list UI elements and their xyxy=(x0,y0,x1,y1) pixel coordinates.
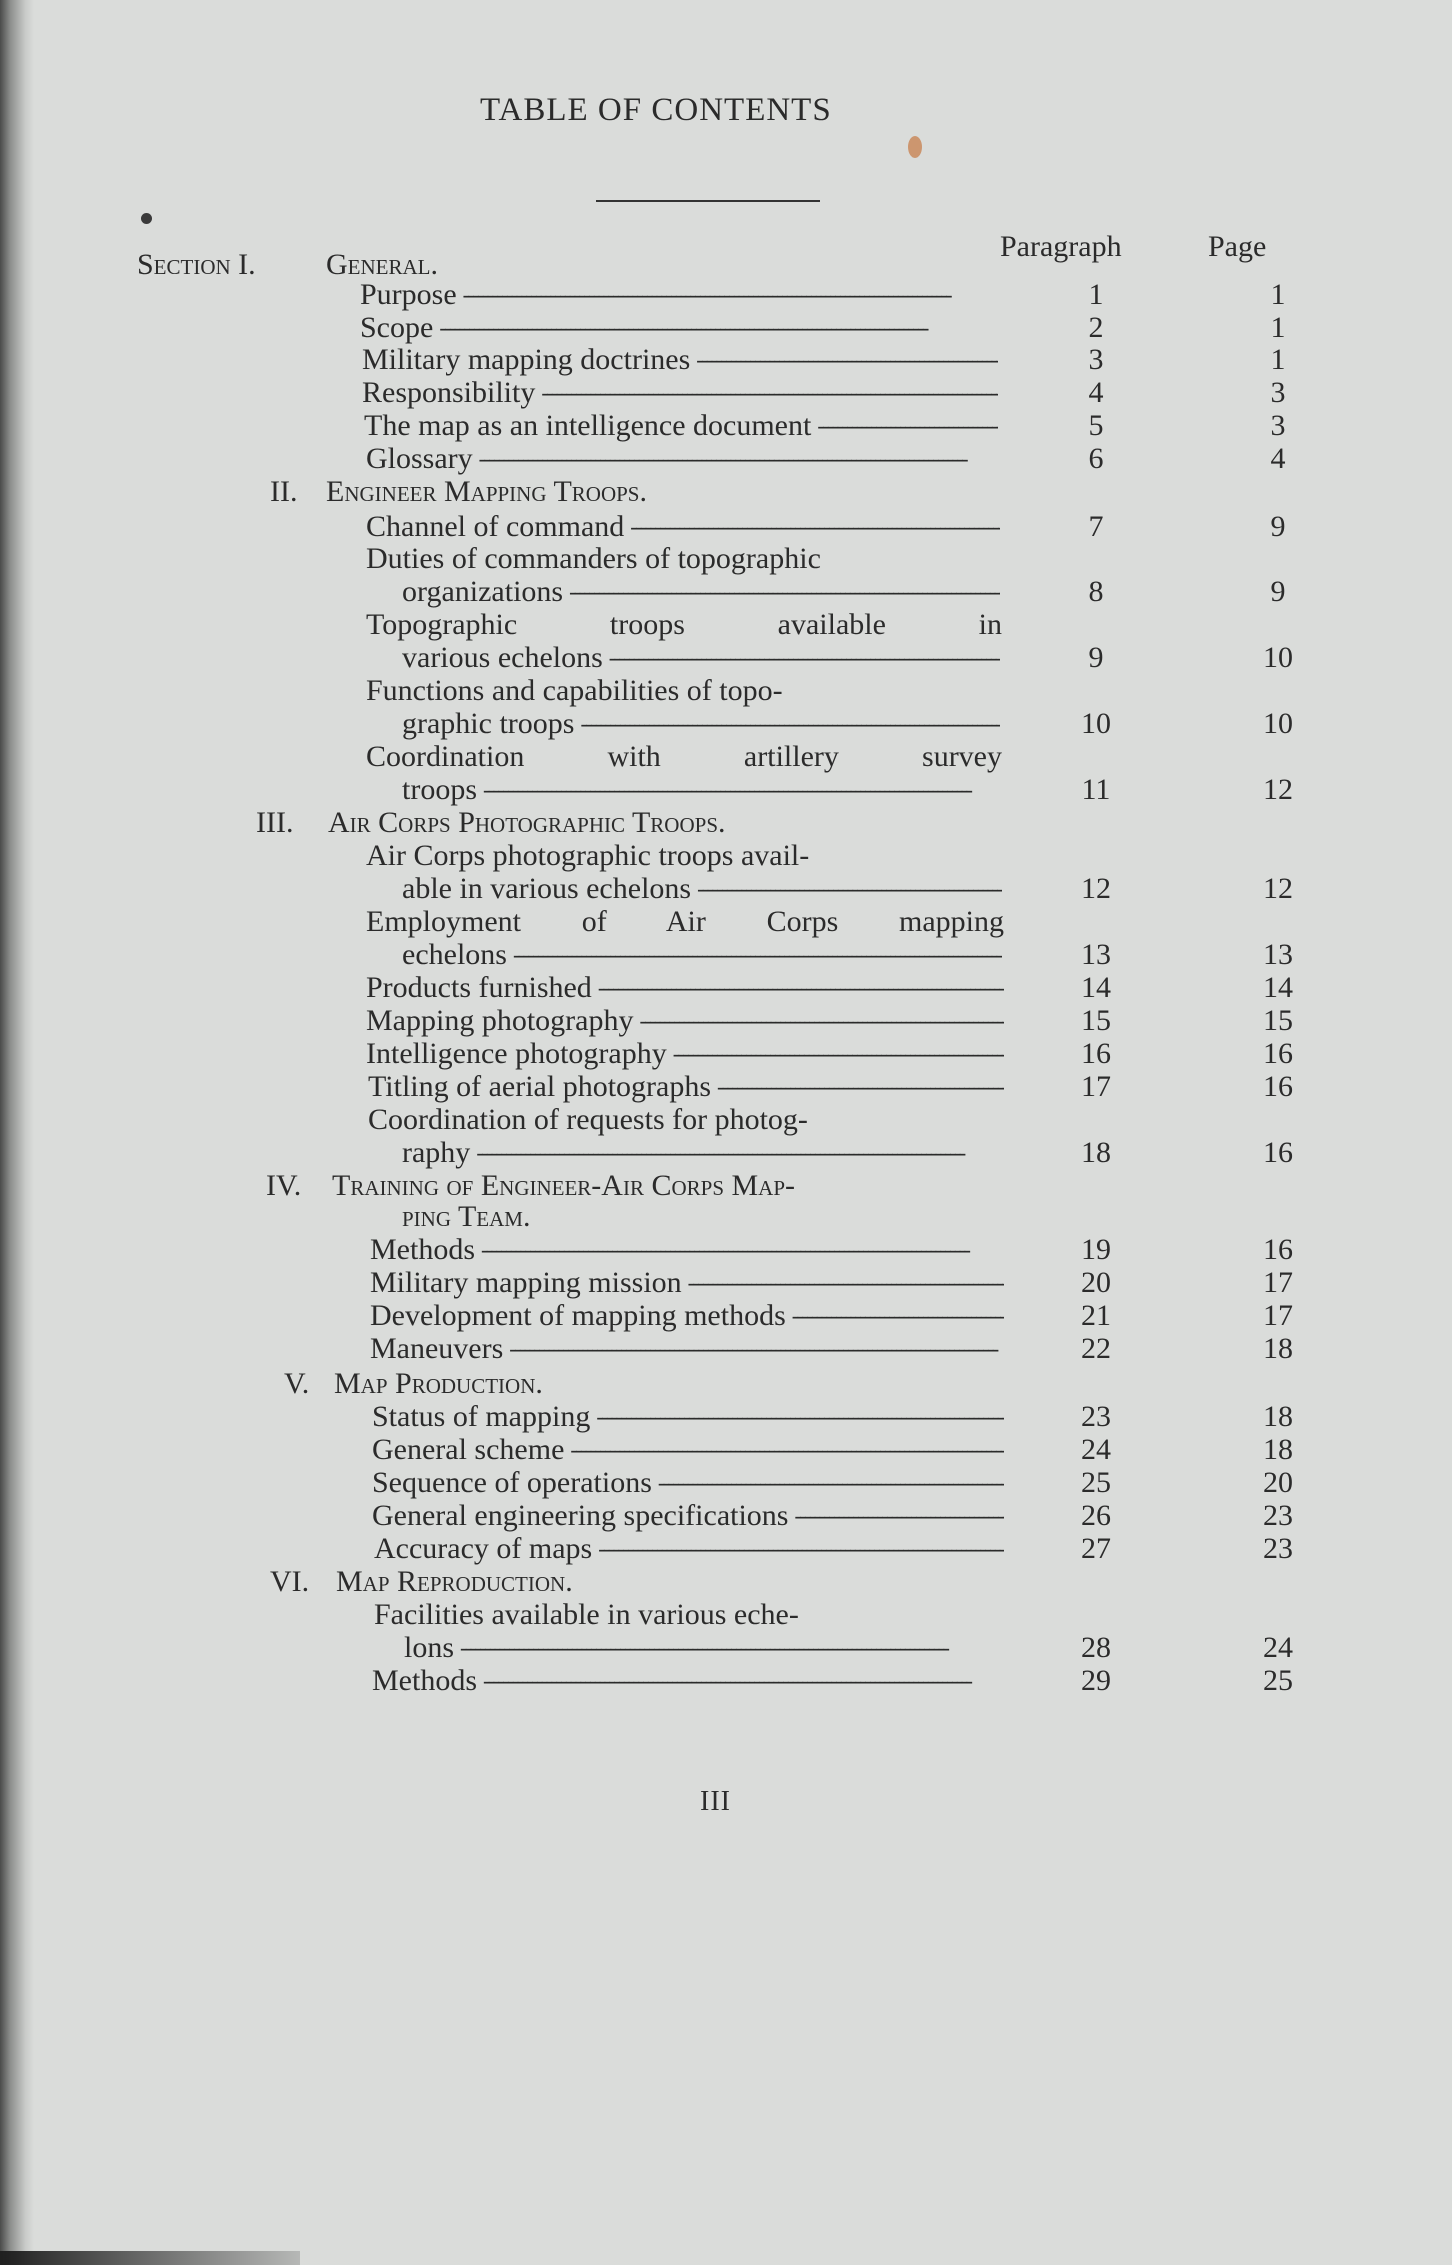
page-number-cell: 16 xyxy=(1263,1037,1293,1070)
toc-entry xyxy=(0,1299,1452,1333)
entry-text: Coordination with artillery survey xyxy=(366,740,1002,773)
entry-text: The map as an intelligence document - - - xyxy=(364,409,998,445)
entry-text: Duties of commanders of topographic xyxy=(366,542,821,575)
paragraph-number: 25 xyxy=(1081,1466,1111,1499)
section-title-continued: ping Team. xyxy=(402,1200,531,1233)
section-number: II. xyxy=(270,475,298,508)
entry-text: Channel of command - - - xyxy=(366,510,1000,546)
page-number-cell: 4 xyxy=(1270,442,1286,475)
toc-entry xyxy=(0,905,1452,939)
paragraph-number: 11 xyxy=(1081,773,1111,806)
entry-text: Glossary - - - xyxy=(366,442,998,478)
entry-text: Products furnished - - - xyxy=(366,971,1004,1007)
paragraph-number: 19 xyxy=(1081,1233,1111,1266)
page-number-cell: 20 xyxy=(1263,1466,1293,1499)
paragraph-number: 9 xyxy=(1088,641,1104,674)
page-number-cell: 1 xyxy=(1270,278,1286,311)
entry-text: Responsibility - - - xyxy=(362,376,998,412)
page-number-cell: 18 xyxy=(1263,1332,1293,1365)
footer-page-number: III xyxy=(700,1786,731,1817)
entry-text: Methods - - - xyxy=(372,1664,1004,1700)
toc-entry xyxy=(0,1532,1452,1566)
entry-text-continued: organizations - - - xyxy=(402,575,1000,611)
entry-text: Intelligence photography - - - xyxy=(366,1037,1004,1073)
paragraph-number: 29 xyxy=(1081,1664,1111,1697)
paragraph-number: 4 xyxy=(1088,376,1104,409)
page-number-cell: 12 xyxy=(1263,773,1293,806)
page-number-cell: 17 xyxy=(1263,1266,1293,1299)
toc-entry xyxy=(0,442,1452,476)
stain-mark xyxy=(908,136,922,158)
section-title: Map Reproduction. xyxy=(336,1565,573,1598)
page-number-cell: 18 xyxy=(1263,1400,1293,1433)
toc-entry xyxy=(0,1466,1452,1500)
entry-text: Functions and capabilities of topo- xyxy=(366,674,783,707)
toc-entry xyxy=(0,1233,1452,1267)
entry-text-continued: echelons - - - xyxy=(402,938,1002,974)
toc-entry xyxy=(0,278,1452,312)
paragraph-number: 5 xyxy=(1088,409,1104,442)
paragraph-number: 14 xyxy=(1081,971,1111,1004)
entry-text: Mapping photography - - - xyxy=(366,1004,1004,1040)
paragraph-number: 21 xyxy=(1081,1299,1111,1332)
toc-entry xyxy=(0,1103,1452,1137)
page-number-cell: 3 xyxy=(1270,376,1286,409)
section-title: Air Corps Photographic Troops. xyxy=(328,806,726,839)
entry-text: Purpose - - - xyxy=(360,278,998,314)
toc-entry-continuation xyxy=(0,575,1452,609)
toc-entry xyxy=(0,1598,1452,1632)
entry-text: Titling of aerial photographs - - - xyxy=(368,1070,1004,1106)
entry-text-continued: troops - - - xyxy=(402,773,1000,809)
section-heading xyxy=(0,1367,1452,1401)
toc-entry xyxy=(0,971,1452,1005)
toc-entry xyxy=(0,1433,1452,1467)
section-heading xyxy=(0,1169,1452,1203)
toc-entry-continuation xyxy=(0,773,1452,807)
page-number-cell: 3 xyxy=(1270,409,1286,442)
toc-entry xyxy=(0,674,1452,708)
entry-text-continued: raphy - - - xyxy=(402,1136,1004,1172)
paragraph-number: 18 xyxy=(1081,1136,1111,1169)
page-number-cell: 23 xyxy=(1263,1499,1293,1532)
page-number-cell: 24 xyxy=(1263,1631,1293,1664)
toc-entry xyxy=(0,409,1452,443)
section-title: General. xyxy=(326,248,438,281)
toc-entry xyxy=(0,740,1452,774)
paragraph-column-header: Paragraph xyxy=(1000,230,1122,263)
page-number-cell: 25 xyxy=(1263,1664,1293,1697)
paragraph-number: 3 xyxy=(1088,343,1104,376)
page-number-cell: 9 xyxy=(1270,510,1286,543)
paragraph-number: 16 xyxy=(1081,1037,1111,1070)
paragraph-number: 13 xyxy=(1081,938,1111,971)
entry-text: Employment of Air Corps mapping xyxy=(366,905,1004,938)
page-number-cell: 18 xyxy=(1263,1433,1293,1466)
toc-entry xyxy=(0,343,1452,377)
paragraph-number: 28 xyxy=(1081,1631,1111,1664)
page-number-cell: 10 xyxy=(1263,641,1293,674)
section-number: VI. xyxy=(270,1565,310,1598)
entry-text-continued: graphic troops - - - xyxy=(402,707,1000,743)
page-number-cell: 15 xyxy=(1263,1004,1293,1037)
toc-entry xyxy=(0,1037,1452,1071)
entry-text: Maneuvers - - - xyxy=(370,1332,1004,1368)
toc-entry xyxy=(0,1332,1452,1366)
entry-text-continued: able in various echelons - - - xyxy=(402,872,1002,908)
paragraph-number: 27 xyxy=(1081,1532,1111,1565)
entry-text: Military mapping doctrines - - - xyxy=(362,343,998,379)
toc-entry xyxy=(0,839,1452,873)
entry-text: Scope - - - xyxy=(360,311,998,347)
section-heading xyxy=(0,806,1452,840)
page-column-header: Page xyxy=(1208,230,1267,263)
section-number: Section I. xyxy=(137,248,256,281)
toc-entry xyxy=(0,1400,1452,1434)
paragraph-number: 8 xyxy=(1088,575,1104,608)
toc-entry xyxy=(0,1004,1452,1038)
paragraph-number: 12 xyxy=(1081,872,1111,905)
entry-text: General engineering specifications - - - xyxy=(372,1499,1004,1535)
toc-entry xyxy=(0,542,1452,576)
paragraph-number: 24 xyxy=(1081,1433,1111,1466)
toc-entry xyxy=(0,608,1452,642)
entry-text: Military mapping mission - - - xyxy=(370,1266,1004,1302)
page-number-cell: 12 xyxy=(1263,872,1293,905)
paragraph-number: 15 xyxy=(1081,1004,1111,1037)
paragraph-number: 2 xyxy=(1088,311,1104,344)
page-number-cell: 1 xyxy=(1270,343,1286,376)
paragraph-number: 23 xyxy=(1081,1400,1111,1433)
page-edge-shadow xyxy=(0,2251,300,2265)
paragraph-number: 10 xyxy=(1081,707,1111,740)
toc-entry xyxy=(0,1070,1452,1104)
entry-text: Air Corps photographic troops avail- xyxy=(366,839,810,872)
page-number-cell: 14 xyxy=(1263,971,1293,1004)
page-number-cell: 1 xyxy=(1270,311,1286,344)
page-number-cell: 17 xyxy=(1263,1299,1293,1332)
toc-entry xyxy=(0,376,1452,410)
toc-entry-continuation xyxy=(0,707,1452,741)
entry-text: Topographic troops available in xyxy=(366,608,1002,641)
entry-text: Status of mapping - - - xyxy=(372,1400,1004,1436)
section-number: III. xyxy=(256,806,294,839)
paragraph-number: 22 xyxy=(1081,1332,1111,1365)
page-number-cell: 23 xyxy=(1263,1532,1293,1565)
paragraph-number: 26 xyxy=(1081,1499,1111,1532)
entry-text: General scheme - - - xyxy=(372,1433,1004,1469)
entry-text: Sequence of operations - - - xyxy=(372,1466,1004,1502)
entry-text: Accuracy of maps - - - xyxy=(374,1532,1004,1568)
section-heading xyxy=(0,1565,1452,1599)
bullet-mark xyxy=(141,213,152,224)
section-title: Engineer Mapping Troops. xyxy=(326,475,647,508)
toc-entry-continuation xyxy=(0,641,1452,675)
paragraph-number: 20 xyxy=(1081,1266,1111,1299)
section-number: V. xyxy=(284,1367,310,1400)
section-heading xyxy=(0,248,1452,282)
page-number-cell: 16 xyxy=(1263,1070,1293,1103)
toc-entry-continuation xyxy=(0,1631,1452,1665)
page-number-cell: 10 xyxy=(1263,707,1293,740)
toc-entry-continuation xyxy=(0,872,1452,906)
toc-entry-continuation xyxy=(0,1136,1452,1170)
section-heading-continuation xyxy=(0,1200,1452,1234)
section-title: Training of Engineer-Air Corps Map- xyxy=(332,1169,796,1202)
toc-entry xyxy=(0,1499,1452,1533)
paragraph-number: 6 xyxy=(1088,442,1104,475)
section-heading xyxy=(0,475,1452,509)
page-number-cell: 9 xyxy=(1270,575,1286,608)
title-rule xyxy=(596,200,820,202)
toc-entry xyxy=(0,311,1452,345)
paragraph-number: 7 xyxy=(1088,510,1104,543)
page-number-cell: 13 xyxy=(1263,938,1293,971)
entry-text: Coordination of requests for photog- xyxy=(368,1103,808,1136)
section-title: Map Production. xyxy=(334,1367,543,1400)
page-number-cell: 16 xyxy=(1263,1233,1293,1266)
section-number: IV. xyxy=(266,1169,302,1202)
paragraph-number: 1 xyxy=(1088,278,1104,311)
entry-text-continued: lons - - - xyxy=(404,1631,1004,1667)
toc-entry-continuation xyxy=(0,938,1452,972)
paragraph-number: 17 xyxy=(1081,1070,1111,1103)
toc-entry xyxy=(0,510,1452,544)
page-number-cell: 16 xyxy=(1263,1136,1293,1169)
page-title: TABLE OF CONTENTS xyxy=(480,92,832,128)
entry-text: Facilities available in various eche- xyxy=(374,1598,799,1631)
toc-entry xyxy=(0,1266,1452,1300)
toc-entry xyxy=(0,1664,1452,1698)
entry-text: Development of mapping methods - - - xyxy=(370,1299,1004,1335)
entry-text: Methods - - - xyxy=(370,1233,1004,1269)
entry-text-continued: various echelons - - - xyxy=(402,641,1000,677)
